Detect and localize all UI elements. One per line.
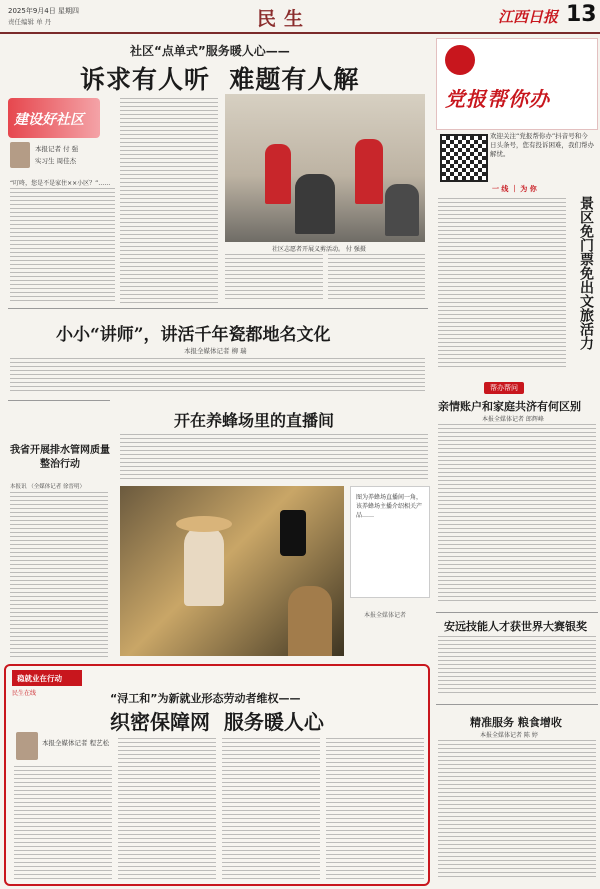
livestream-photo bbox=[120, 486, 344, 656]
article4-caption: 图为养蜂场直播间一角，该养蜂场主播介绍相关产品…… bbox=[356, 494, 423, 519]
phone-on-tripod-icon bbox=[280, 510, 306, 556]
second-person bbox=[288, 586, 332, 656]
sidebar-help bbox=[432, 36, 600, 376]
byline-reporter: 本报记者 付 强 bbox=[35, 145, 79, 153]
column-badge-label: 建设好社区 bbox=[14, 112, 84, 128]
article5-headline: 织密保障网 服务暖人心 bbox=[110, 710, 324, 734]
article-worker-rights bbox=[4, 664, 430, 886]
article2-headline: 小小“讲师”，讲活千年瓷都地名文化 bbox=[56, 325, 331, 345]
right-byline-1: 本报全媒体记者 郎辉峰 bbox=[482, 416, 544, 423]
right-headline-1: 亲情账户和家庭共济有何区别 bbox=[438, 400, 581, 413]
article1-text-col3 bbox=[225, 254, 323, 302]
right-headline-3: 精准服务 粮食增收 bbox=[470, 716, 562, 729]
party-emblem-icon bbox=[445, 45, 475, 75]
sidebar-vertical-headline: 景区免门票免出文旅活力 bbox=[578, 196, 594, 350]
article1-text-col2 bbox=[120, 98, 218, 303]
article2-text bbox=[10, 358, 425, 394]
issue-date: 2025年9月4日 星期四 bbox=[8, 7, 79, 15]
volunteer-figure-1 bbox=[265, 144, 291, 204]
article-drainage bbox=[0, 400, 112, 662]
host-hat bbox=[176, 516, 232, 532]
article5-tag bbox=[12, 670, 82, 686]
masthead-rule bbox=[0, 32, 600, 34]
column-badge bbox=[8, 98, 100, 138]
article4-text bbox=[120, 434, 428, 482]
article-bee-livestream bbox=[114, 400, 430, 662]
photo-caption: 社区志愿者开展义剪活动。 付 强摄 bbox=[272, 246, 366, 253]
haircut-photo bbox=[225, 94, 425, 242]
article5-text-col3 bbox=[222, 738, 320, 882]
article1-headline: 诉求有人听 难题有人解 bbox=[80, 65, 360, 94]
divider bbox=[436, 704, 598, 705]
divider bbox=[8, 400, 110, 401]
reporter-avatar bbox=[10, 142, 30, 168]
article4-note: 本报全媒体记者 bbox=[364, 612, 407, 619]
article3-byline: 本报讯 （全媒体记者 徐晋明） bbox=[10, 484, 85, 490]
article5-tag-sub: 民生在线 bbox=[12, 690, 37, 697]
right-byline-3: 本报全媒体记者 陈 婷 bbox=[480, 732, 538, 739]
qr-code-icon[interactable] bbox=[440, 134, 488, 182]
divider bbox=[8, 308, 428, 309]
right-column bbox=[432, 380, 600, 889]
host-figure bbox=[184, 526, 224, 606]
right-headline-2: 安远技能人才获世界大赛银奖 bbox=[444, 620, 587, 633]
masthead bbox=[0, 0, 600, 36]
article5-tag-label: 稳就业在行动 bbox=[17, 674, 62, 683]
section-tag: 帮办帮问 bbox=[484, 382, 524, 394]
article5-text-col4 bbox=[326, 738, 424, 882]
byline-intern: 实习生 周佳杰 bbox=[35, 157, 77, 165]
article1-text-col4 bbox=[328, 254, 425, 302]
section-title: 民生 bbox=[257, 8, 312, 30]
article1-kicker: 社区“点单式”服务暖人心—— bbox=[130, 44, 290, 58]
right-text-1 bbox=[438, 424, 596, 604]
reporter-avatar bbox=[16, 732, 38, 760]
article5-kicker: “浔工和”为新就业形态劳动者维权—— bbox=[110, 692, 301, 705]
article-community-service bbox=[0, 36, 430, 308]
article4-headline: 开在养蜂场里的直播间 bbox=[174, 411, 335, 430]
page-number: 13 bbox=[566, 2, 597, 27]
sidebar-text bbox=[438, 198, 566, 370]
qr-note: 欢迎关注“党报帮你办”抖音号和今日头条号，您有投诉困难，我们帮办解忧。 bbox=[490, 132, 594, 158]
right-text-2 bbox=[438, 636, 596, 696]
right-text-3 bbox=[438, 740, 596, 880]
sidebar-brand: 党报帮你办 bbox=[445, 87, 550, 111]
article1-text-col1 bbox=[10, 188, 115, 303]
article5-text-col2 bbox=[118, 738, 216, 882]
article4-caption-box bbox=[350, 486, 430, 598]
divider bbox=[436, 612, 598, 613]
article5-text-col1 bbox=[14, 766, 112, 882]
seated-resident-2 bbox=[385, 184, 419, 236]
article1-lead: “叮咚，您是不是家住××小区？”…… bbox=[10, 180, 111, 187]
seated-resident bbox=[295, 174, 335, 234]
article-porcelain-lecturers bbox=[0, 308, 430, 398]
sidebar-tag: 一 线 ｜ 为 你 bbox=[492, 185, 537, 193]
article5-byline: 本报全媒体记者 程艺松 bbox=[42, 739, 110, 747]
editor-credit: 责任编辑 单 丹 bbox=[8, 18, 52, 26]
volunteer-figure-2 bbox=[355, 139, 383, 204]
paper-logo: 江西日报 bbox=[498, 8, 559, 26]
sidebar-brand-box bbox=[436, 38, 598, 130]
article3-text bbox=[10, 492, 108, 657]
article3-headline: 我省开展排水管网质量整治行动 bbox=[10, 445, 110, 470]
article2-byline: 本报全媒体记者 柳 瑞 bbox=[184, 347, 247, 355]
